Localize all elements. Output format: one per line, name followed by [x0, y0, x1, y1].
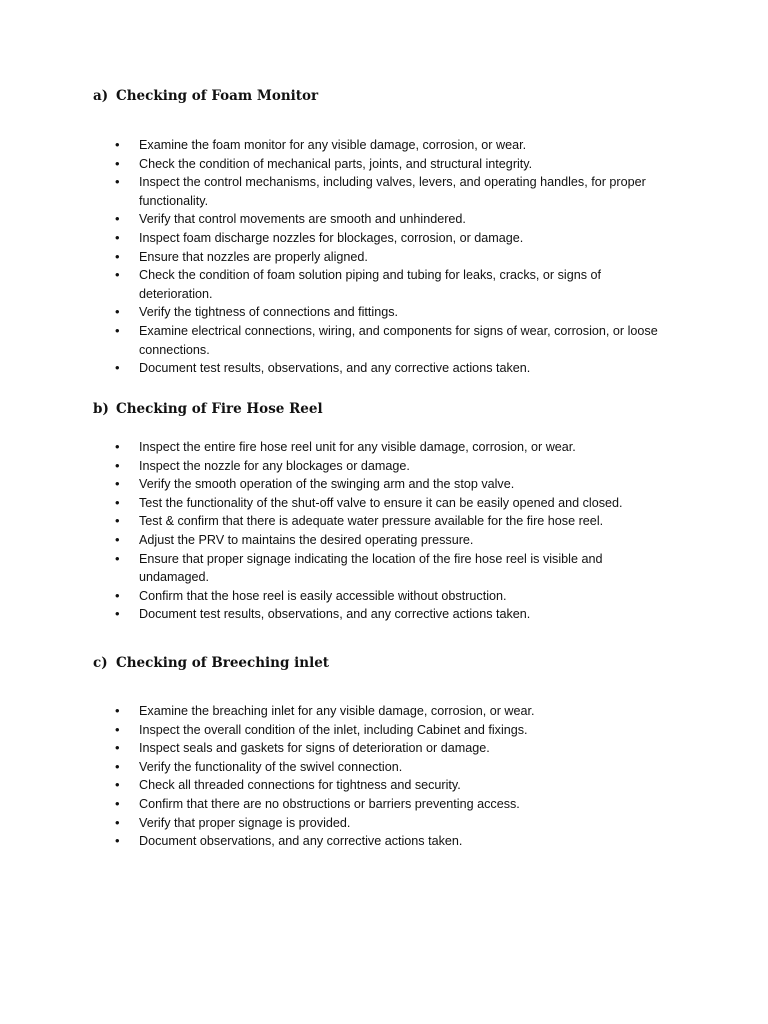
- list-item: • Document observations, and any corrective actions taken.: [115, 832, 675, 851]
- list-item: • Examine the foam monitor for any visible damage, corrosion, or wear.: [115, 136, 675, 155]
- section-heading: [93, 654, 693, 672]
- list-item: • Inspect seals and gaskets for signs of deterioration or damage.: [115, 739, 675, 758]
- list-item: • Verify that control movements are smooth and unhindered.: [115, 210, 675, 229]
- checklist: [115, 438, 675, 624]
- list-item: • Inspect the control mechanisms, including valves, levers, and operating handles, for proper functionality.: [115, 173, 675, 210]
- section-title: Checking of Breeching inlet: [116, 655, 330, 671]
- list-item: • Test the functionality of the shut-off valve to ensure it can be easily opened and closed.: [115, 494, 675, 513]
- section-breeching-inlet: [93, 654, 693, 849]
- list-item: • Inspect the nozzle for any blockages or damage.: [115, 457, 675, 476]
- list-item: • Check the condition of foam solution piping and tubing for leaks, cracks, or signs of deterioration.: [115, 266, 675, 303]
- list-item: • Confirm that the hose reel is easily accessible without obstruction.: [115, 587, 675, 606]
- list-item: • Inspect foam discharge nozzles for blockages, corrosion, or damage.: [115, 229, 675, 248]
- list-item: • Adjust the PRV to maintains the desired operating pressure.: [115, 531, 675, 550]
- list-item: • Verify that proper signage is provided.: [115, 814, 675, 833]
- list-item: • Check all threaded connections for tightness and security.: [115, 776, 675, 795]
- checklist: [115, 702, 675, 851]
- checklist: [115, 136, 675, 378]
- section-heading: [93, 87, 693, 105]
- list-item: • Verify the tightness of connections and fittings.: [115, 303, 675, 322]
- list-item: • Examine electrical connections, wiring, and components for signs of wear, corrosion, or loose connections.: [115, 322, 675, 359]
- section-marker: a): [93, 88, 109, 104]
- section-marker: b): [93, 401, 109, 417]
- list-item: • Inspect the overall condition of the inlet, including Cabinet and fixings.: [115, 721, 675, 740]
- section-foam-monitor: [93, 87, 693, 376]
- list-item: • Document test results, observations, and any corrective actions taken.: [115, 605, 675, 624]
- list-item: • Verify the smooth operation of the swinging arm and the stop valve.: [115, 475, 675, 494]
- section-fire-hose-reel: [93, 400, 693, 622]
- list-item: • Inspect the entire fire hose reel unit for any visible damage, corrosion, or wear.: [115, 438, 675, 457]
- list-item: • Confirm that there are no obstructions or barriers preventing access.: [115, 795, 675, 814]
- list-item: • Examine the breaching inlet for any visible damage, corrosion, or wear.: [115, 702, 675, 721]
- list-item: • Ensure that proper signage indicating the location of the fire hose reel is visible and undamaged.: [115, 550, 675, 587]
- section-title: Checking of Foam Monitor: [116, 88, 319, 104]
- list-item: • Ensure that nozzles are properly aligned.: [115, 248, 675, 267]
- list-item: • Verify the functionality of the swivel connection.: [115, 758, 675, 777]
- list-item: • Test & confirm that there is adequate water pressure available for the fire hose reel.: [115, 512, 675, 531]
- section-heading: [93, 400, 693, 418]
- list-item: • Check the condition of mechanical parts, joints, and structural integrity.: [115, 155, 675, 174]
- list-item: • Document test results, observations, and any corrective actions taken.: [115, 359, 675, 378]
- section-title: Checking of Fire Hose Reel: [116, 401, 323, 417]
- section-marker: c): [93, 655, 108, 671]
